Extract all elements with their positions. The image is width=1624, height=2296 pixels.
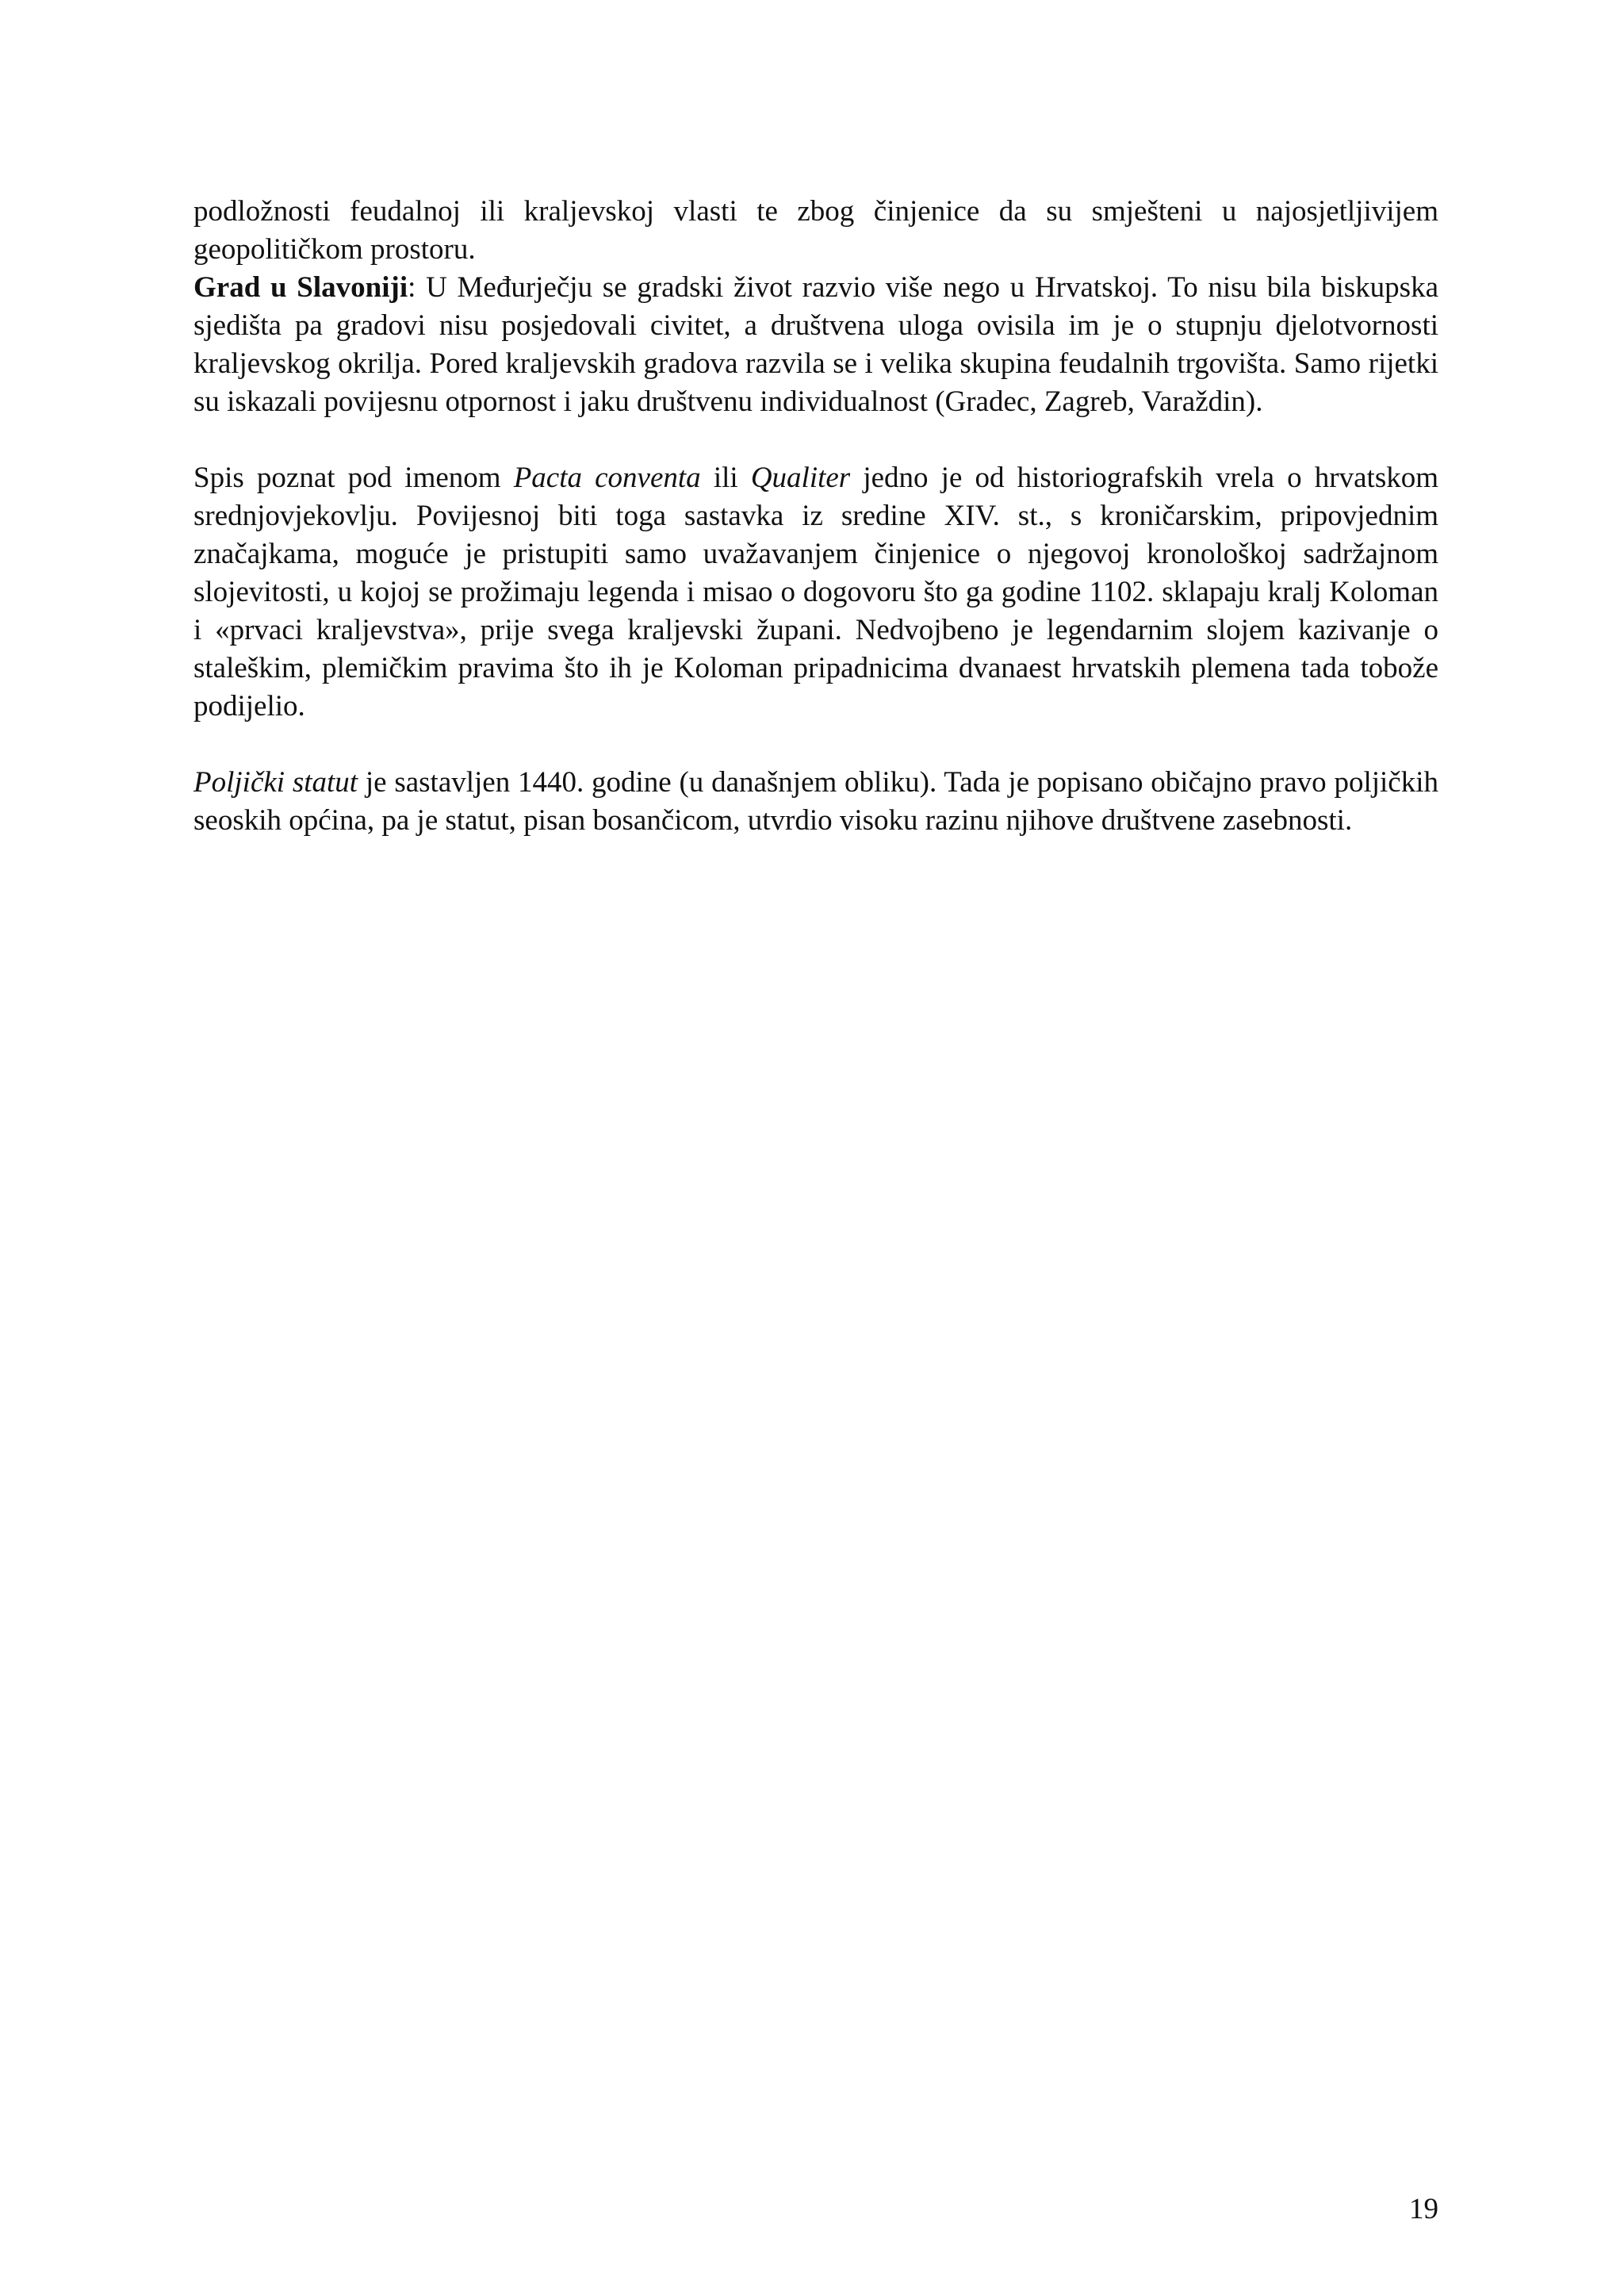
paragraph-text: : U Međurječju se gradski život razvio više nego u Hrvatskoj. To nisu bila biskupska sjedišta pa gradovi nisu posjedovali civitet, a društvena uloga ovisila im je o stupnju djelotvornosti kraljevskog okrilja. Pored kraljevskih gradova razvila se i velika skupina feudalnih trgovišta. Samo rijetki su iskazali povijesnu otpornost i jaku društvenu individualnost (Gradec, Zagreb, Varaždin). bbox=[193, 271, 1438, 418]
paragraph-poljicki-statut bbox=[193, 764, 1438, 840]
paragraph-text: je sastavljen 1440. godine (u današnjem obliku). Tada je popisano običajno pravo poljičkih seoskih općina, pa je statut, pisan bosančicom, utvrdio visoku razinu njihove društvene zasebnosti. bbox=[193, 766, 1438, 837]
paragraph-pacta-conventa bbox=[193, 459, 1438, 726]
page-body bbox=[193, 193, 1438, 840]
italic-title: Qualiter bbox=[750, 462, 851, 494]
page-number: 19 bbox=[1409, 2193, 1438, 2225]
paragraph-continuation bbox=[193, 193, 1438, 269]
paragraph-text: podložnosti feudalnoj ili kraljevskoj vlasti te zbog činjenice da su smješteni u najosjetljivijem geopolitičkom prostoru. bbox=[193, 195, 1438, 266]
paragraph-text: Spis poznat pod imenom bbox=[193, 462, 514, 494]
italic-title: Poljički statut bbox=[193, 766, 358, 799]
paragraph-text: jedno je od historiografskih vrela o hrvatskom srednjovjekovlju. Povijesnoj biti toga sastavka iz sredine XIV. st., s kroničarskim, pripovjednim značajkama, moguće je pristupiti samo uvažavanjem činjenice o njegovoj kronološkoj sadržajnom slojevitosti, u kojoj se prožimaju legenda i misao o dogovoru što ga godine 1102. sklapaju kralj Koloman i «prvaci kraljevstva», prije svega kraljevski župani. Nedvojbeno je legendarnim slojem kazivanje o staleškim, plemičkim pravima što ih je Koloman pripadnicima dvanaest hrvatskih plemena tada tobože podijelio. bbox=[193, 462, 1439, 723]
paragraph-grad-u-slavoniji bbox=[193, 269, 1438, 421]
paragraph-text: ili bbox=[700, 462, 751, 494]
italic-title: Pacta conventa bbox=[513, 462, 701, 494]
paragraph-heading: Grad u Slavoniji bbox=[193, 271, 408, 304]
